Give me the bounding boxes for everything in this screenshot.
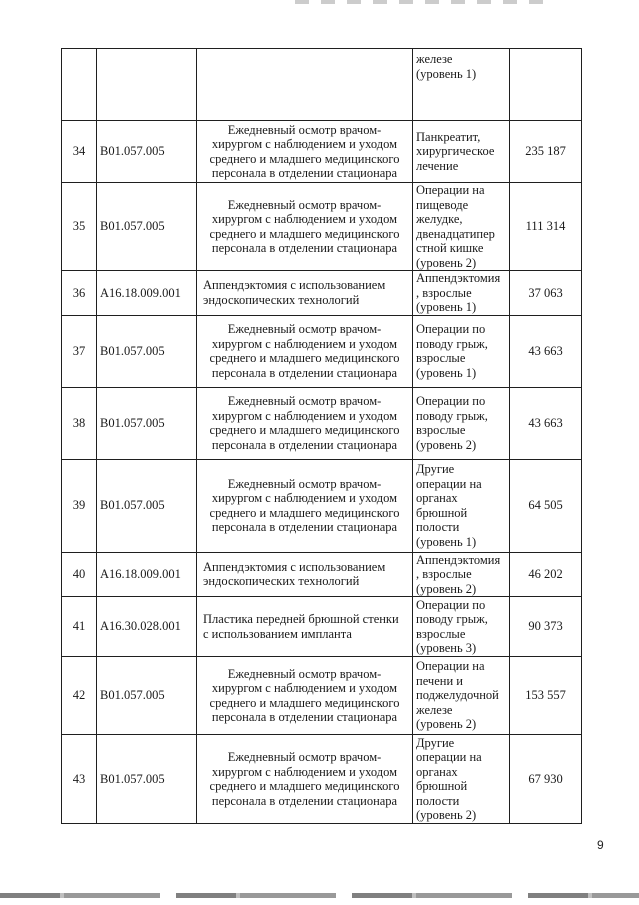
table-row	[62, 657, 582, 735]
row-number-cell	[62, 49, 97, 121]
service-description-cell: Ежедневный осмотр врачом- хирургом с наблюдением и уходом среднего и младшего медицинского персонала в отделении стационара	[197, 735, 413, 824]
service-description-cell: Ежедневный осмотр врачом- хирургом с наблюдением и уходом среднего и младшего медицинского персонала в отделении стационара	[197, 121, 413, 183]
table-row	[62, 121, 582, 183]
clinical-group-cell: Аппендэктомия , взрослые (уровень 1)	[413, 271, 510, 316]
tariff-value-cell: 67 930	[510, 735, 582, 824]
service-code-cell: A16.30.028.001	[97, 597, 197, 657]
tariff-value-cell: 46 202	[510, 552, 582, 597]
table-body	[62, 49, 582, 824]
clinical-group-cell: Другие операции на органах брюшной полости (уровень 1)	[413, 459, 510, 552]
clinical-group-cell: Аппендэктомия , взрослые (уровень 2)	[413, 552, 510, 597]
service-code-cell: A16.18.009.001	[97, 552, 197, 597]
row-number-cell: 37	[62, 315, 97, 387]
row-number-cell: 42	[62, 657, 97, 735]
tariff-value-cell: 43 663	[510, 387, 582, 459]
tariff-value-cell: 64 505	[510, 459, 582, 552]
service-description-cell: Ежедневный осмотр врачом- хирургом с наблюдением и уходом среднего и младшего медицинского персонала в отделении стационара	[197, 183, 413, 271]
row-number-cell: 36	[62, 271, 97, 316]
tariff-table	[61, 48, 582, 824]
table-row	[62, 49, 582, 121]
service-description-cell: Аппендэктомия с использованием эндоскопических технологий	[197, 271, 413, 316]
clinical-group-cell: Операции по поводу грыж, взрослые (уровень 2)	[413, 387, 510, 459]
clinical-group-cell: железе (уровень 1)	[413, 49, 510, 121]
row-number-cell: 38	[62, 387, 97, 459]
tariff-value-cell	[510, 49, 582, 121]
service-code-cell	[97, 49, 197, 121]
service-description-cell: Пластика передней брюшной стенки с использованием импланта	[197, 597, 413, 657]
table-row	[62, 552, 582, 597]
table-row	[62, 597, 582, 657]
tariff-value-cell: 90 373	[510, 597, 582, 657]
clinical-group-cell: Операции на пищеводе желудке, двенадцатипер стной кишке (уровень 2)	[413, 183, 510, 271]
row-number-cell: 40	[62, 552, 97, 597]
service-code-cell: B01.057.005	[97, 459, 197, 552]
table-row	[62, 271, 582, 316]
clinical-group-cell: Операции на печени и поджелудочной железе (уровень 2)	[413, 657, 510, 735]
clinical-group-cell: Операции по поводу грыж, взрослые (уровень 1)	[413, 315, 510, 387]
tariff-value-cell: 111 314	[510, 183, 582, 271]
service-description-cell: Ежедневный осмотр врачом- хирургом с наблюдением и уходом среднего и младшего медицинского персонала в отделении стационара	[197, 315, 413, 387]
service-description-cell: Ежедневный осмотр врачом- хирургом с наблюдением и уходом среднего и младшего медицинского персонала в отделении стационара	[197, 387, 413, 459]
scan-artifact-bottom	[0, 893, 639, 898]
clinical-group-cell: Другие операции на органах брюшной полости (уровень 2)	[413, 735, 510, 824]
table-row	[62, 459, 582, 552]
table-row	[62, 183, 582, 271]
service-code-cell: B01.057.005	[97, 183, 197, 271]
row-number-cell: 35	[62, 183, 97, 271]
row-number-cell: 41	[62, 597, 97, 657]
row-number-cell: 39	[62, 459, 97, 552]
table-row	[62, 315, 582, 387]
row-number-cell: 34	[62, 121, 97, 183]
scan-artifact-top	[295, 0, 545, 4]
service-description-cell: Ежедневный осмотр врачом- хирургом с наблюдением и уходом среднего и младшего медицинского персонала в отделении стационара	[197, 657, 413, 735]
service-code-cell: B01.057.005	[97, 315, 197, 387]
service-code-cell: A16.18.009.001	[97, 271, 197, 316]
service-code-cell: B01.057.005	[97, 387, 197, 459]
tariff-value-cell: 43 663	[510, 315, 582, 387]
tariff-value-cell: 235 187	[510, 121, 582, 183]
service-description-cell	[197, 49, 413, 121]
service-code-cell: B01.057.005	[97, 657, 197, 735]
tariff-value-cell: 153 557	[510, 657, 582, 735]
service-code-cell: B01.057.005	[97, 121, 197, 183]
service-code-cell: B01.057.005	[97, 735, 197, 824]
tariff-value-cell: 37 063	[510, 271, 582, 316]
page-number: 9	[597, 838, 604, 852]
table-row	[62, 387, 582, 459]
table-row	[62, 735, 582, 824]
clinical-group-cell: Операции по поводу грыж, взрослые (уровень 3)	[413, 597, 510, 657]
clinical-group-cell: Панкреатит, хирургическое лечение	[413, 121, 510, 183]
service-description-cell: Аппендэктомия с использованием эндоскопических технологий	[197, 552, 413, 597]
row-number-cell: 43	[62, 735, 97, 824]
service-description-cell: Ежедневный осмотр врачом- хирургом с наблюдением и уходом среднего и младшего медицинского персонала в отделении стационара	[197, 459, 413, 552]
